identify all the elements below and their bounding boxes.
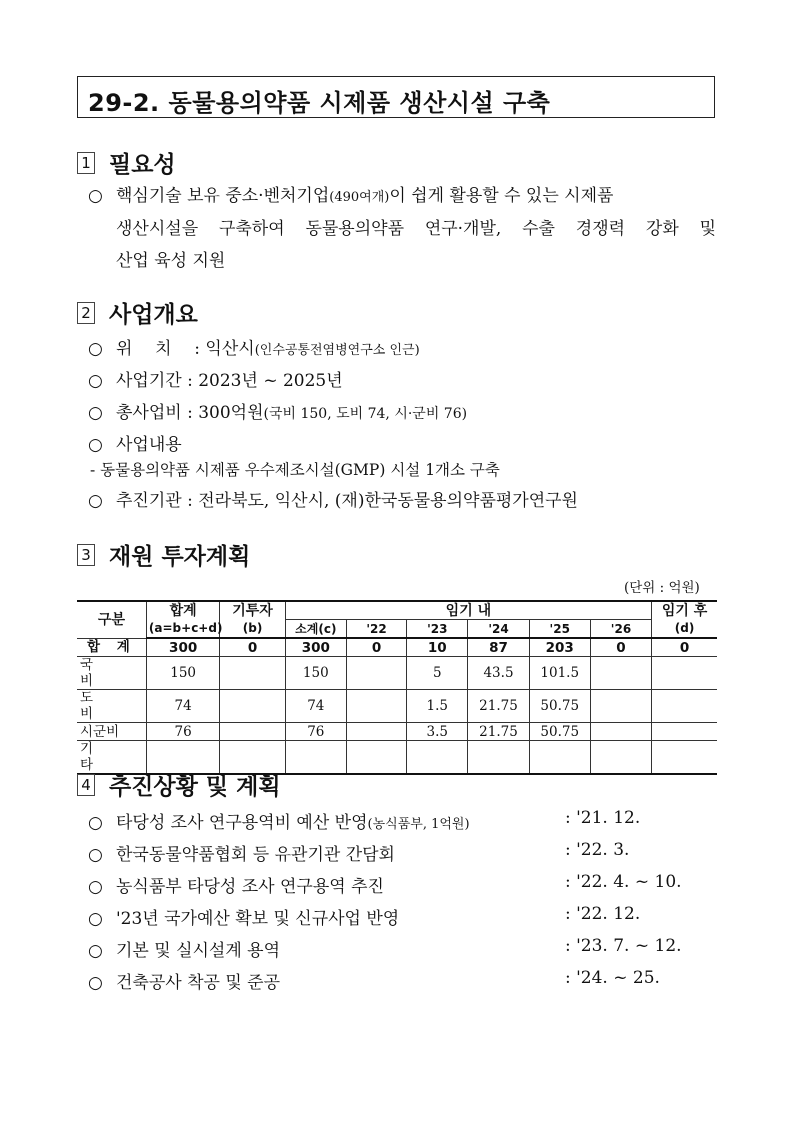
header-y24: '24	[468, 620, 529, 639]
overview-content	[88, 430, 182, 455]
cell: 5	[407, 657, 468, 690]
label: 위 치 :	[116, 339, 200, 359]
row-label: 시군비	[77, 723, 146, 741]
cell	[590, 690, 651, 723]
value: 전라북도, 익산시, (재)한국동물용의약품평가연구원	[198, 491, 578, 511]
necessity-line-2: 생산시설을 구축하여 동물용의약품 연구·개발, 수출 경쟁력 강화 및	[116, 219, 716, 239]
unit-note: (단위 : 억원)	[624, 580, 700, 596]
cell: 0	[220, 638, 285, 657]
text: 한국동물약품협회 등 유관기관 간담회	[116, 845, 395, 865]
cell: 1.5	[407, 690, 468, 723]
header-y22: '22	[346, 620, 406, 639]
cell: 101.5	[529, 657, 590, 690]
date: : '22. 4. ~ 10.	[565, 872, 682, 892]
date: : '22. 3.	[565, 840, 630, 860]
section-4-header	[77, 768, 281, 801]
progress-item	[88, 808, 641, 833]
header-prior-sub: (b)	[220, 620, 285, 639]
cell: 0	[346, 638, 406, 657]
bullet-icon: ○	[88, 909, 103, 929]
cell	[529, 741, 590, 775]
cell: 300	[146, 638, 219, 657]
page-title: 29-2. 동물용의약품 시제품 생산시설 구축	[88, 89, 551, 117]
necessity-line-1	[88, 181, 613, 206]
value: 익산시	[205, 339, 255, 359]
cell: 76	[146, 723, 219, 741]
cell: 300	[285, 638, 346, 657]
section-title: 재원 투자계획	[109, 544, 251, 570]
cell	[652, 723, 717, 741]
label: 사업기간 :	[116, 371, 193, 391]
bullet-icon: ○	[88, 371, 103, 391]
section-1-header	[77, 146, 176, 179]
cell: 150	[146, 657, 219, 690]
row-label: 합 계	[77, 638, 146, 657]
header-subtotal: 소계(c)	[285, 620, 346, 639]
header-y25: '25	[529, 620, 590, 639]
cell: 43.5	[468, 657, 529, 690]
overview-agency	[88, 486, 578, 511]
cell	[220, 723, 285, 741]
bullet-icon: ○	[88, 877, 103, 897]
note: (인수공통전염병연구소 인근)	[254, 343, 420, 358]
header-term: 임기 내	[285, 601, 651, 620]
cell	[346, 741, 406, 775]
cell: 50.75	[529, 723, 590, 741]
date: : '21. 12.	[565, 808, 641, 828]
cell	[285, 741, 346, 775]
cell	[346, 690, 406, 723]
progress-item	[88, 904, 641, 929]
bullet-icon: ○	[88, 339, 103, 359]
header-after: 임기 후	[652, 601, 717, 620]
text: 기본 및 실시설계 용역	[116, 941, 281, 961]
header-total-sub: (a=b+c+d)	[146, 620, 219, 639]
section-number: 1	[77, 152, 95, 174]
cell	[590, 657, 651, 690]
row-label: 기 타	[77, 741, 146, 775]
cell: 150	[285, 657, 346, 690]
section-title: 추진상황 및 계획	[109, 774, 281, 800]
bullet-icon: ○	[88, 491, 103, 511]
progress-item	[88, 936, 682, 961]
title-box	[77, 76, 715, 118]
bullet-icon: ○	[88, 186, 103, 206]
header-category: 구분	[77, 601, 146, 638]
bullet-icon: ○	[88, 845, 103, 865]
progress-item	[88, 840, 630, 865]
bullet-icon: ○	[88, 973, 103, 993]
progress-item	[88, 968, 660, 993]
cell	[590, 741, 651, 775]
cell	[407, 741, 468, 775]
cell: 87	[468, 638, 529, 657]
bullet-icon: ○	[88, 813, 103, 833]
date: : '23. 7. ~ 12.	[565, 936, 682, 956]
table-row	[77, 690, 717, 723]
cell	[346, 723, 406, 741]
cell: 0	[590, 638, 651, 657]
header-y26: '26	[590, 620, 651, 639]
cell: 50.75	[529, 690, 590, 723]
header-y23: '23	[407, 620, 468, 639]
overview-location	[88, 334, 420, 359]
text: 이 쉽게 활용할 수 있는 시제품	[389, 186, 614, 206]
cell: 0	[652, 638, 717, 657]
cell	[220, 657, 285, 690]
overview-content-item: - 동물용의약품 시제품 우수제조시설(GMP) 시설 1개소 구축	[90, 461, 500, 479]
cell	[468, 741, 529, 775]
progress-item	[88, 872, 682, 897]
section-3-header	[77, 538, 250, 571]
label: 총사업비 :	[116, 403, 193, 423]
necessity-line-3: 산업 육성 지원	[116, 251, 226, 271]
bullet-icon: ○	[88, 941, 103, 961]
bullet-icon: ○	[88, 435, 103, 455]
cell: 74	[146, 690, 219, 723]
text: 농식품부 타당성 조사 연구용역 추진	[116, 877, 384, 897]
section-title: 필요성	[109, 152, 176, 178]
cell: 3.5	[407, 723, 468, 741]
cell: 10	[407, 638, 468, 657]
text: 건축공사 착공 및 준공	[116, 973, 281, 993]
text: 핵심기술 보유 중소·벤처기업	[116, 186, 330, 206]
cell: 76	[285, 723, 346, 741]
value: 300억원	[198, 403, 264, 423]
header-prior: 기투자	[220, 601, 285, 620]
date: : '22. 12.	[565, 904, 641, 924]
header-after-sub: (d)	[652, 620, 717, 639]
cell	[220, 690, 285, 723]
cell: 21.75	[468, 690, 529, 723]
investment-table	[77, 600, 717, 775]
cell	[346, 657, 406, 690]
cell	[652, 741, 717, 775]
cell	[652, 657, 717, 690]
note: (농식품부, 1억원)	[367, 817, 470, 832]
table-row	[77, 638, 717, 657]
value: 2023년 ~ 2025년	[198, 371, 343, 391]
label: 추진기관 :	[116, 491, 193, 511]
text: '23년 국가예산 확보 및 신규사업 반영	[116, 909, 400, 929]
note: (국비 150, 도비 74, 시·군비 76)	[263, 406, 468, 422]
section-number: 2	[77, 302, 95, 324]
date: : '24. ~ 25.	[565, 968, 660, 988]
overview-cost	[88, 398, 467, 423]
row-label: 국 비	[77, 657, 146, 690]
table-row	[77, 657, 717, 690]
row-label: 도 비	[77, 690, 146, 723]
cell: 74	[285, 690, 346, 723]
cell	[652, 690, 717, 723]
table-row	[77, 723, 717, 741]
section-title: 사업개요	[109, 302, 198, 328]
header-total: 합계	[146, 601, 219, 620]
cell	[590, 723, 651, 741]
text: 타당성 조사 연구용역비 예산 반영	[116, 813, 368, 833]
note: (490여개)	[329, 190, 390, 205]
section-number: 4	[77, 774, 95, 796]
section-number: 3	[77, 544, 95, 566]
cell: 21.75	[468, 723, 529, 741]
overview-period	[88, 366, 343, 391]
cell: 203	[529, 638, 590, 657]
bullet-icon: ○	[88, 403, 103, 423]
section-2-header	[77, 296, 198, 329]
label: 사업내용	[116, 435, 182, 455]
